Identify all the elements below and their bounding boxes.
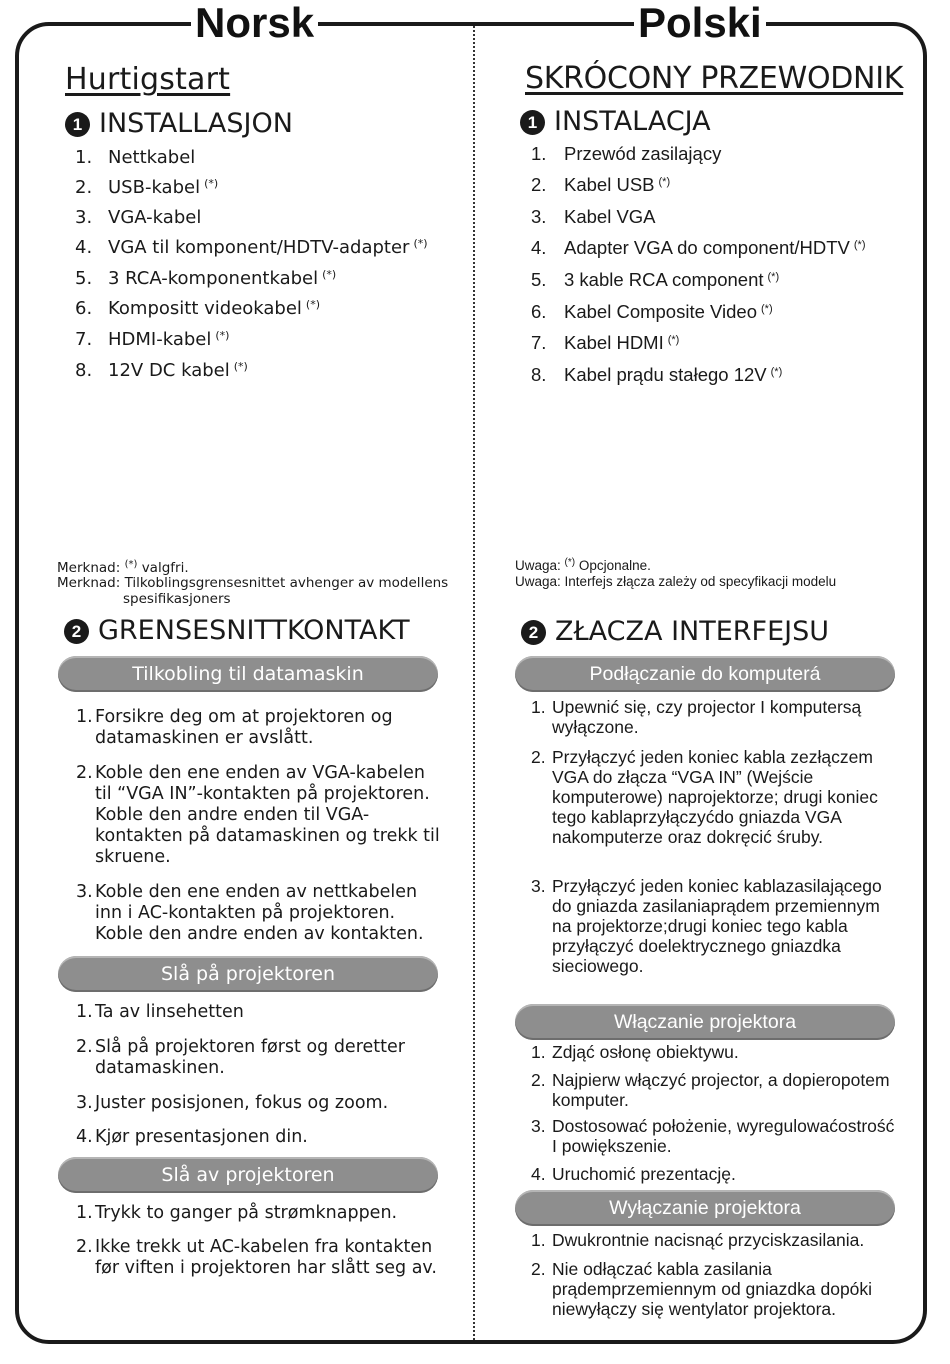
list-item: 4. Adapter VGA do component/HDTV (*) (531, 237, 866, 258)
section-pill-power-off: Wyłączanie projektora (515, 1190, 895, 1226)
section-heading-text: ZŁACZA INTERFEJSU (555, 616, 829, 647)
list-item: 1. Ta av linsehetten (76, 1002, 244, 1022)
section-number-badge: 1 (65, 112, 90, 137)
list-item: 6. Kompositt videokabel (*) (75, 298, 321, 319)
section-heading-installation (520, 106, 711, 138)
list-item: 1. Przewód zasilający (531, 143, 722, 164)
section-heading-text: GRENSESNITTKONTAKT (98, 615, 410, 646)
list-item: 4. Kjør presentasjonen din. (76, 1127, 308, 1147)
section-heading-interface (521, 616, 829, 648)
list-item: 2. Przyłączyć jeden koniec kabla zezłączem VGA do złącza “VGA IN” (Wejście komputerowe) naprojektorze; drugi koniec tego kablaprzyłączyćdo gniazda VGA nakomputerze oraz dokręcić śruby. (531, 747, 878, 847)
list-item: 2. USB-kabel (*) (75, 177, 219, 198)
section-heading-interface (64, 615, 410, 647)
note-interface: Merknad: Tilkoblingsgrensesnittet avhenger av modellens spesifikasjoners (57, 575, 449, 607)
list-item: 3. Przyłączyć jeden koniec kablazasilającego do gniazda zasilaniaprądem przemiennym na projektorze;drugi koniec tego kabla przyłączyć doelektrycznego gniazdka sieciowego. (531, 876, 882, 976)
section-pill-power-off: Slå av projektoren (58, 1157, 438, 1193)
section-number-badge: 2 (521, 620, 546, 645)
list-item: 1. Dwukrontnie nacisnąć przyciskzasilania. (531, 1230, 865, 1250)
list-item: 3. Kabel VGA (531, 206, 656, 227)
list-item: 1. Nettkabel (75, 147, 196, 168)
list-item: 2. Koble den ene enden av VGA-kabelen til “VGA IN”-kontakten på projektoren. Koble den andre enden til VGA-kontakten på datamaskinen og trekk til skruene. (76, 763, 440, 867)
list-item: 3. Dostosować położenie, wyregulowaćostrość I powiększenie. (531, 1116, 895, 1156)
section-heading-text: INSTALACJA (554, 106, 711, 137)
note-optional: Merknad: (*) valgfri. (57, 559, 189, 576)
list-item: 7. Kabel HDMI (*) (531, 332, 680, 353)
list-item: 8. 12V DC kabel (*) (75, 360, 248, 381)
list-item: 3. Juster posisjonen, fokus og zoom. (76, 1093, 389, 1113)
list-item: 1. Zdjąć osłonę obiektywu. (531, 1042, 739, 1062)
list-item: 4. VGA til komponent/HDTV-adapter (*) (75, 237, 428, 258)
language-title-polski: Polski (634, 0, 766, 46)
section-pill-connect: Podłączanie do komputerá (515, 656, 895, 692)
section-heading-text: INSTALLASJON (99, 108, 293, 139)
list-item: 3. VGA-kabel (75, 207, 202, 228)
list-item: 5. 3 RCA-komponentkabel (*) (75, 268, 337, 289)
list-item: 1. Upewnić się, czy projector I komputersą wyłączone. (531, 697, 862, 737)
section-number-badge: 2 (64, 619, 89, 644)
list-item: 4. Uruchomić prezentację. (531, 1164, 736, 1184)
section-pill-power-on: Slå på projektoren (58, 956, 438, 992)
list-item: 2. Kabel USB (*) (531, 174, 671, 195)
list-item: 6. Kabel Composite Video (*) (531, 301, 773, 322)
list-item: 2. Ikke trekk ut AC-kabelen fra kontakten før viften i projektoren har slått seg av. (76, 1237, 437, 1278)
list-item: 2. Najpierw włączyć projector, a dopieropotem komputer. (531, 1070, 890, 1110)
language-title-norsk: Norsk (191, 0, 318, 46)
section-heading-installation (65, 108, 293, 140)
section-pill-connect: Tilkobling til datamaskin (58, 656, 438, 692)
list-item: 3. Koble den ene enden av nettkabelen inn i AC-kontakten på projektoren. Koble den andre enden av kontakten. (76, 882, 424, 944)
column-divider (473, 26, 475, 1340)
list-item: 2. Slå på projektoren først og deretter datamaskinen. (76, 1037, 405, 1078)
list-item: 1. Forsikre deg om at projektoren og datamaskinen er avslått. (76, 707, 393, 748)
section-number-badge: 1 (520, 110, 545, 135)
note-optional: Uwaga: (*) Opcjonalne. (515, 557, 651, 573)
list-item: 5. 3 kable RCA component (*) (531, 269, 780, 290)
note-interface: Uwaga: Interfejs złącza zależy od specyfikacji modelu (515, 574, 837, 589)
section-pill-power-on: Włączanie projektora (515, 1004, 895, 1040)
page-title: SKRÓCONY PRZEWODNIK (525, 61, 904, 96)
list-item: 8. Kabel prądu stałego 12V (*) (531, 364, 783, 385)
list-item: 7. HDMI-kabel (*) (75, 329, 230, 350)
list-item: 2. Nie odłączać kabla zasilania prądemprzemiennym od gniazdka dopóki niewyłączy się wentylator projektora. (531, 1259, 873, 1319)
list-item: 1. Trykk to ganger på strømknappen. (76, 1203, 398, 1223)
page-title: Hurtigstart (65, 62, 231, 97)
